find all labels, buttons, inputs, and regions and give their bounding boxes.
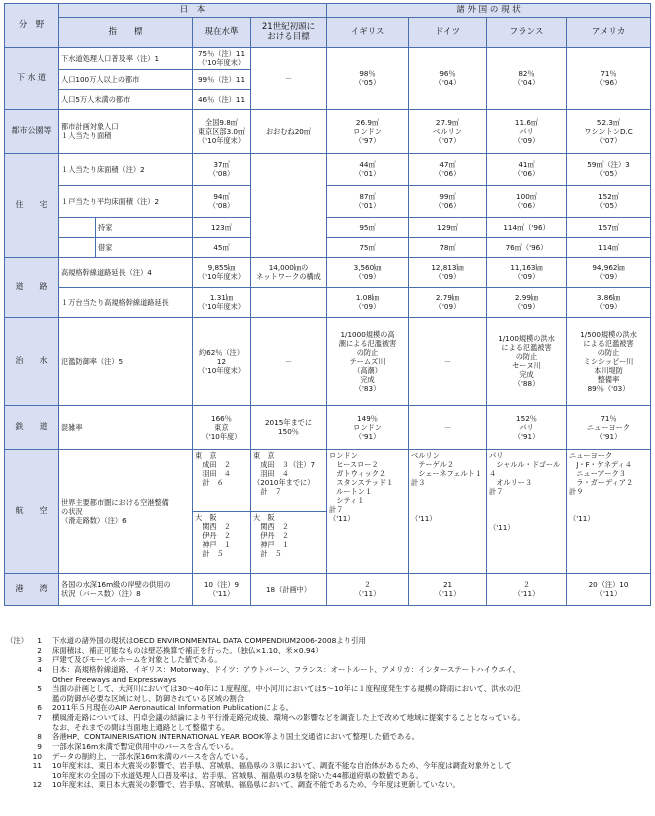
footnote-9 [6, 742, 650, 752]
sewer-uk: 98％ （'05） [327, 47, 409, 109]
park-current: 全国9.8㎡ 東京区部3.0㎡ （'10年度末） [193, 109, 251, 153]
usa-header: アメリカ [567, 17, 651, 47]
rail-target: 2015年までに 150％ [251, 405, 327, 449]
air-current-osaka: 大 阪 関西 ２ 伊丹 ２ 神戸 １ 計 ５ [193, 511, 251, 573]
note-number: 8 [37, 732, 42, 742]
note-text: 戸建て及びモービルホームを対象とした値である。 [52, 655, 222, 665]
park-indicator: 都市計画対象人口 １人当たり面積 [59, 109, 193, 153]
field-housing: 住 宅 [5, 153, 59, 257]
footnote-2 [6, 646, 650, 656]
field-air: 航 空 [5, 449, 59, 573]
comparison-table [4, 3, 651, 606]
footnote-11 [6, 761, 650, 780]
note-text: 2011年５月現在のAIP Aeronautical Information Publicationによる。 [52, 703, 294, 713]
japan-header: 日 本 [59, 4, 327, 18]
foreign-header: 諸 外 国 の 現 状 [327, 4, 651, 18]
note-number: 12 [32, 780, 42, 790]
france-header: フランス [487, 17, 567, 47]
footnote-7 [6, 713, 650, 732]
park-fr: 11.6㎡ パリ （'09） [487, 109, 567, 153]
note-text: 10年度末は、東日本大震災の影響で、岩手県、宮城県、福島県において、調査不能であるため、今年度は更新していない。 [52, 780, 460, 790]
field-header: 分 野 [5, 4, 59, 48]
note-text: 日本：高規格幹線道路、イギリス：Motorway、ドイツ：アウトバーン、フランス：オートルート、アメリカ：インターステートハイウエイ、 Other Freeways and Expressways [52, 664, 520, 684]
road-uk-1: 3,560㎞ （'09） [327, 257, 409, 287]
note-number: 5 [37, 684, 42, 694]
sewer-indicator-3: 人口5万人未満の都市 [59, 89, 193, 109]
sewer-current-3: 46％（注）11 [193, 89, 251, 109]
footnote-10 [6, 752, 650, 762]
air-us: ニューヨーク J・F・ケネディ４ ニューアーク３ ラ・ガーディア２ 計９ （'11） [567, 449, 651, 573]
rail-us: 71％ ニューヨーク （'91） [567, 405, 651, 449]
rail-indicator: 混雑率 [59, 405, 193, 449]
flood-indicator: 氾濫防御率（注）5 [59, 317, 193, 405]
note-number: 3 [37, 655, 42, 665]
road-us-2: 3.86㎞ （'09） [567, 287, 651, 317]
rail-uk: 149％ ロンドン （'91） [327, 405, 409, 449]
housing-us-1: 59㎡（注）3 （'05） [567, 153, 651, 185]
housing-fr-1: 41㎡ （'06） [487, 153, 567, 185]
road-current-2: 1.31㎞ （'10年度末） [193, 287, 251, 317]
note-text: 各港HP、CONTAINERISATION INTERNATIONAL YEAR BOOK等より国土交通省において整理した値である。 [52, 732, 420, 742]
note-prefix [6, 780, 24, 790]
road-uk-2: 1.08㎞ （'09） [327, 287, 409, 317]
road-target-2 [251, 287, 327, 317]
field-rail: 鉄 道 [5, 405, 59, 449]
park-de: 27.9㎡ ベルリン （'07） [409, 109, 487, 153]
housing-de-3: 129㎡ [409, 217, 487, 237]
footnote-4 [6, 665, 650, 684]
note-prefix [6, 684, 24, 703]
road-target-1: 14,000㎞の ネットワークの構成 [251, 257, 327, 287]
current-level-header: 現在水準 [193, 17, 251, 47]
footnote-5 [6, 684, 650, 703]
footnote-12 [6, 780, 650, 790]
housing-fr-4: 76㎡（'96） [487, 237, 567, 257]
housing-current-3: 123㎡ [193, 217, 251, 237]
housing-us-2: 152㎡ （'05） [567, 185, 651, 217]
note-prefix [6, 752, 24, 762]
footnote-3 [6, 655, 650, 665]
note-prefix [6, 655, 24, 665]
rail-de: － [409, 405, 487, 449]
housing-us-4: 114㎡ [567, 237, 651, 257]
air-target-osaka: 大 阪 関西 ２ 伊丹 ２ 神戸 １ 計 ５ [251, 511, 327, 573]
air-target-tokyo: 東 京 成田 ３（注）7 羽田 ４ （2010年までに） 計 ７ [251, 449, 327, 511]
road-fr-2: 2.99㎞ （'09） [487, 287, 567, 317]
housing-de-2: 99㎡ （'06） [409, 185, 487, 217]
road-current-1: 9,855㎞ （'10年度末） [193, 257, 251, 287]
note-prefix [6, 665, 24, 684]
housing-uk-1: 44㎡ （'01） [327, 153, 409, 185]
air-indicator: 世界主要都市圏における空港整備 の状況 （滑走路数）（注）6 [59, 449, 193, 573]
park-us: 52.3㎡ ワシントンD.C （'07） [567, 109, 651, 153]
note-number: 7 [37, 713, 42, 722]
housing-current-2: 94㎡ （'08） [193, 185, 251, 217]
housing-indent-3 [59, 217, 96, 237]
housing-fr-3: 114㎡（'96） [487, 217, 567, 237]
note-number: 1 [37, 636, 42, 645]
rail-fr: 152％ パリ （'91） [487, 405, 567, 449]
germany-header: ドイツ [409, 17, 487, 47]
road-us-1: 94,962㎞ （'09） [567, 257, 651, 287]
note-number: 6 [37, 703, 42, 713]
port-current: 10（注）9 （'11） [193, 573, 251, 605]
note-text: 床面積は、補正可能なものは壁芯換算で補正を行った。（独仏×1.10、米×0.94） [52, 645, 323, 655]
flood-de: － [409, 317, 487, 405]
road-fr-1: 11,163㎞ （'09） [487, 257, 567, 287]
flood-target: － [251, 317, 327, 405]
indicator-header: 指 標 [59, 17, 193, 47]
field-flood: 治 水 [5, 317, 59, 405]
port-uk: ２ （'11） [327, 573, 409, 605]
port-fr: ２ （'11） [487, 573, 567, 605]
note-number: 2 [37, 645, 42, 655]
port-us: 20（注）10 （'11） [567, 573, 651, 605]
park-target: おおむね20㎡ [251, 109, 327, 153]
flood-fr: 1/100規模の洪水 による氾濫被害 の防止 セーヌ川 完成 （'88） [487, 317, 567, 405]
sewer-current-1: 75％（注）11 （'10年度末） [193, 47, 251, 69]
footnote-1 [6, 636, 650, 646]
housing-indicator-2: １戸当たり平均床面積（注）2 [59, 185, 193, 217]
target-header: 21世紀初頭に おける目標 [251, 17, 327, 47]
note-prefix [6, 761, 24, 780]
sewer-us: 71％ （'96） [567, 47, 651, 109]
housing-indicator-4: 借家 [96, 237, 193, 257]
housing-indicator-1: １人当たり床面積（注）2 [59, 153, 193, 185]
note-prefix [6, 742, 24, 752]
housing-indent-4 [59, 237, 96, 257]
housing-uk-2: 87㎡ （'01） [327, 185, 409, 217]
housing-uk-4: 75㎡ [327, 237, 409, 257]
air-fr: パリ シャルル・ドゴール４ オルリー３ 計７ （'11） [487, 449, 567, 573]
port-de: 21 （'11） [409, 573, 487, 605]
note-text: データの制約上、一部水深16m未満のバースを含んでいる。 [52, 751, 254, 761]
field-port: 港 湾 [5, 573, 59, 605]
port-target: 18（計画中） [251, 573, 327, 605]
note-text: 一部水深16m未満で暫定供用中のバースを含んでいる。 [52, 741, 239, 751]
field-road: 道 路 [5, 257, 59, 317]
road-indicator-1: 高規格幹線道路延長（注）4 [59, 257, 193, 287]
note-text: 当面の計画として、大河川においては30～40年に１度程度、中小河川においては5～10年に１度程度発生する規模の降雨において、洪水の氾 濫の防御が必要な区域に対し、防御されている区域の割合 [52, 684, 521, 703]
note-prefix [6, 732, 24, 742]
road-de-2: 2.79㎞ （'09） [409, 287, 487, 317]
housing-indicator-3: 持家 [96, 217, 193, 237]
rail-current: 166％ 東京 （'10年度） [193, 405, 251, 449]
sewer-current-2: 99％（注）11 [193, 69, 251, 89]
note-number: 4 [37, 664, 42, 674]
sewer-indicator-2: 人口100万人以上の都市 [59, 69, 193, 89]
flood-uk: 1/1000規模の高 潮による氾濫被害 の防止 テームズ川 （高潮） 完成 （'83） [327, 317, 409, 405]
park-uk: 26.9㎡ ロンドン （'97） [327, 109, 409, 153]
sewer-indicator-1: 下水道処理人口普及率（注）1 [59, 47, 193, 69]
flood-current: 約62％（注）12 （'10年度末） [193, 317, 251, 405]
note-text: 10年度末は、東日本大震災の影響で、岩手県、宮城県、福島県の３県において、調査不能な自治体があるため、今年度は調査対象外として 10年度末の全国の下水道処理人口普及率は、岩手県、宮城県、福島県の3県を除いた44都道府県の数値である。 [52, 761, 512, 780]
road-de-1: 12,813㎞ （'09） [409, 257, 487, 287]
note-prefix [6, 703, 24, 713]
note-prefix: （注） [6, 636, 29, 645]
note-number: 11 [32, 761, 42, 771]
note-number: 10 [32, 751, 42, 761]
sewer-de: 96％ （'04） [409, 47, 487, 109]
housing-de-1: 47㎡ （'06） [409, 153, 487, 185]
air-current-tokyo: 東 京 成田 ２ 羽田 ４ 計 ６ [193, 449, 251, 511]
note-prefix [6, 646, 24, 656]
housing-de-4: 78㎡ [409, 237, 487, 257]
port-indicator: 各国の水深16m級の岸壁の供用の 状況（バース数）（注）8 [59, 573, 193, 605]
note-text: 横風滑走路については、円卓会議の結論により平行滑走路完成後、環境への影響などを調査した上で改めて地域に提案することとなっている。 なお、それまでの間は当面地上通路として整備する。 [52, 713, 525, 732]
housing-fr-2: 100㎡ （'06） [487, 185, 567, 217]
housing-target [251, 153, 327, 257]
air-de: ベルリン テーゲル２ シェーネフェルト１ 計３ （'11） [409, 449, 487, 573]
footnote-6 [6, 703, 650, 713]
uk-header: イギリス [327, 17, 409, 47]
road-indicator-2: １万台当たり高規格幹線道路延長 [59, 287, 193, 317]
housing-us-3: 157㎡ [567, 217, 651, 237]
note-prefix [6, 713, 24, 732]
field-sewer: 下 水 道 [5, 47, 59, 109]
air-uk: ロンドン ヒースロー２ ガトウィック２ スタンステッド１ ルートン１ シティ１ 計７ （'11） [327, 449, 409, 573]
sewer-target: － [251, 47, 327, 109]
housing-uk-3: 95㎡ [327, 217, 409, 237]
note-number: 9 [37, 741, 42, 751]
field-park: 都市公園等 [5, 109, 59, 153]
note-text: 下水道の諸外国の現状はOECD ENVIRONMENTAL DATA COMPENDIUM2006-2008より引用 [52, 636, 366, 645]
sewer-fr: 82％ （'04） [487, 47, 567, 109]
footnote-8 [6, 732, 650, 742]
flood-us: 1/500規模の洪水 による氾濫被害 の防止 ミシシッピー川 本川堤防 整備率 89％（'03） [567, 317, 651, 405]
housing-current-4: 45㎡ [193, 237, 251, 257]
footnotes [6, 636, 650, 790]
housing-current-1: 37㎡ （'08） [193, 153, 251, 185]
